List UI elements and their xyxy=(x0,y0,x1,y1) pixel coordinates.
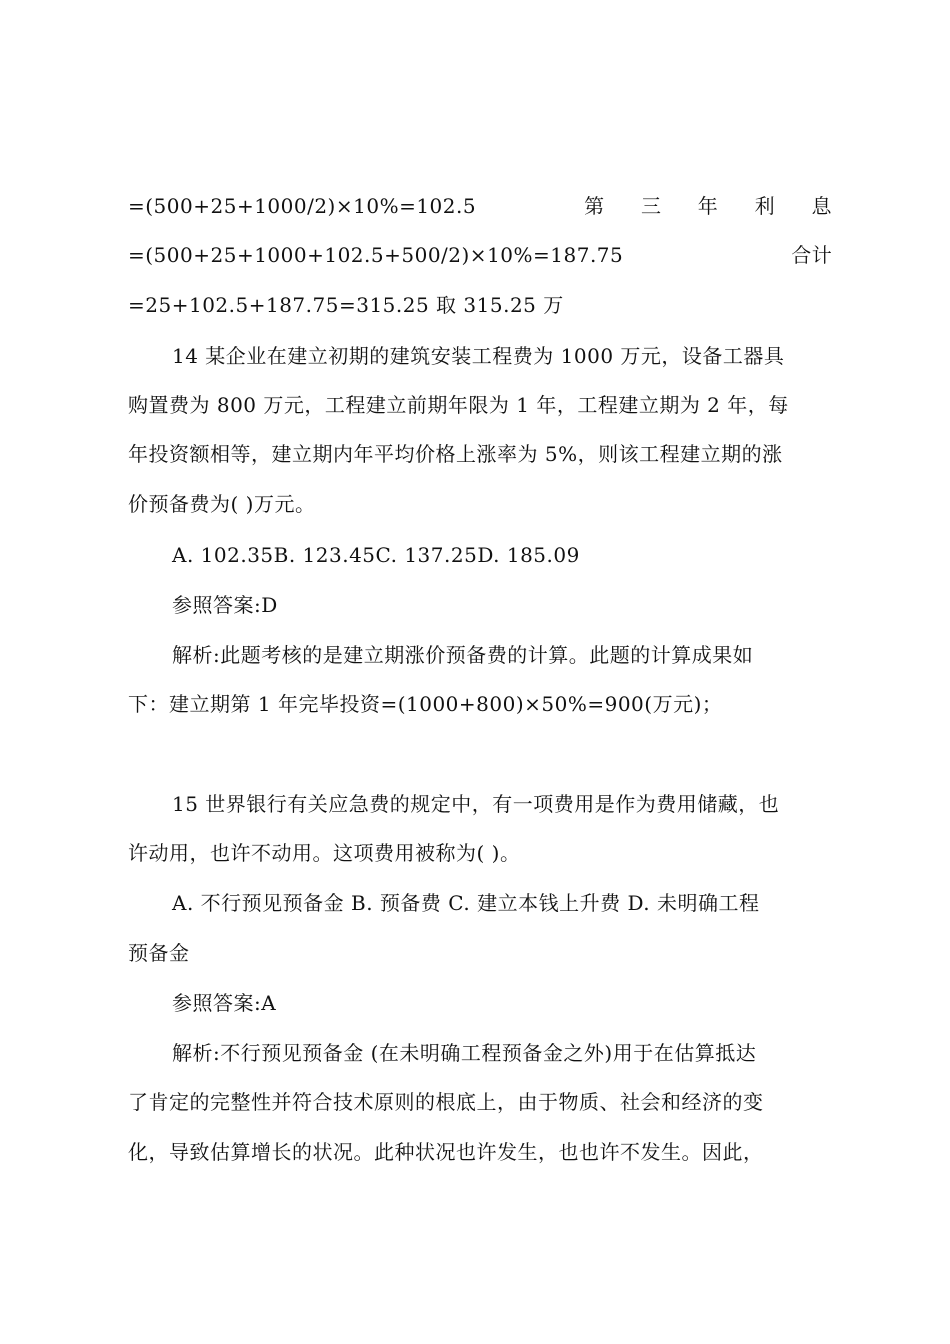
question-15-options-line-1: A. 不行预见预备金 B. 预备费 C. 建立本钱上升费 D. 未明确工程 xyxy=(172,891,760,915)
question-15-analysis-line-2: 了肯定的完整性并符合技术原则的根底上，由于物质、社会和经济的变 xyxy=(128,1090,764,1114)
question-15-line-1: 15 世界银行有关应急费的规定中，有一项费用是作为费用储藏，也 xyxy=(172,792,780,816)
label-char: 第 xyxy=(584,194,605,218)
formula-line-year3 xyxy=(128,240,832,270)
label-char: 合 xyxy=(791,243,812,267)
formula-line-total: =25+102.5+187.75=315.25 取 315.25 万 xyxy=(128,293,564,317)
justified-label xyxy=(791,240,832,270)
question-15-answer: 参照答案:A xyxy=(172,991,277,1015)
question-15-analysis-line-1: 解析:不行预见预备金 (在未明确工程预备金之外)用于在估算抵达 xyxy=(172,1041,757,1065)
label-char: 利 xyxy=(754,194,776,218)
label-char: 息 xyxy=(811,194,832,218)
question-14-answer: 参照答案:D xyxy=(172,593,278,617)
question-14-line-1: 14 某企业在建立初期的建筑安装工程费为 1000 万元，设备工器具 xyxy=(172,344,785,368)
question-14-options: A. 102.35B. 123.45C. 137.25D. 185.09 xyxy=(172,543,580,567)
question-14-line-3: 年投资额相等，建立期内年平均价格上涨率为 5%，则该工程建立期的涨 xyxy=(128,442,783,466)
formula-text: =(500+25+1000+102.5+500/2)×10%=187.75 xyxy=(128,243,624,267)
label-char: 计 xyxy=(811,243,833,267)
question-14-line-4: 价预备费为( )万元。 xyxy=(128,492,316,516)
question-15-analysis-line-3: 化，导致估算增长的状况。此种状况也许发生，也也许不发生。因此， xyxy=(128,1140,764,1164)
question-15-line-2: 许动用，也许不动用。这项费用被称为( )。 xyxy=(128,841,521,865)
question-14-analysis-line-2: 下：建立期第 1 年完毕投资=(1000+800)×50%=900(万元)； xyxy=(128,692,723,716)
question-15-options-line-2: 预备金 xyxy=(128,941,190,965)
formula-line-year2 xyxy=(128,191,832,221)
label-char: 三 xyxy=(640,194,662,218)
label-char: 年 xyxy=(697,194,719,218)
question-14-analysis-line-1: 解析:此题考核的是建立期涨价预备费的计算。此题的计算成果如 xyxy=(172,643,754,667)
question-14-line-2: 购置费为 800 万元，工程建立前期年限为 1 年，工程建立期为 2 年，每 xyxy=(128,393,789,417)
justified-label xyxy=(584,191,832,221)
formula-text: =(500+25+1000/2)×10%=102.5 xyxy=(128,194,477,218)
